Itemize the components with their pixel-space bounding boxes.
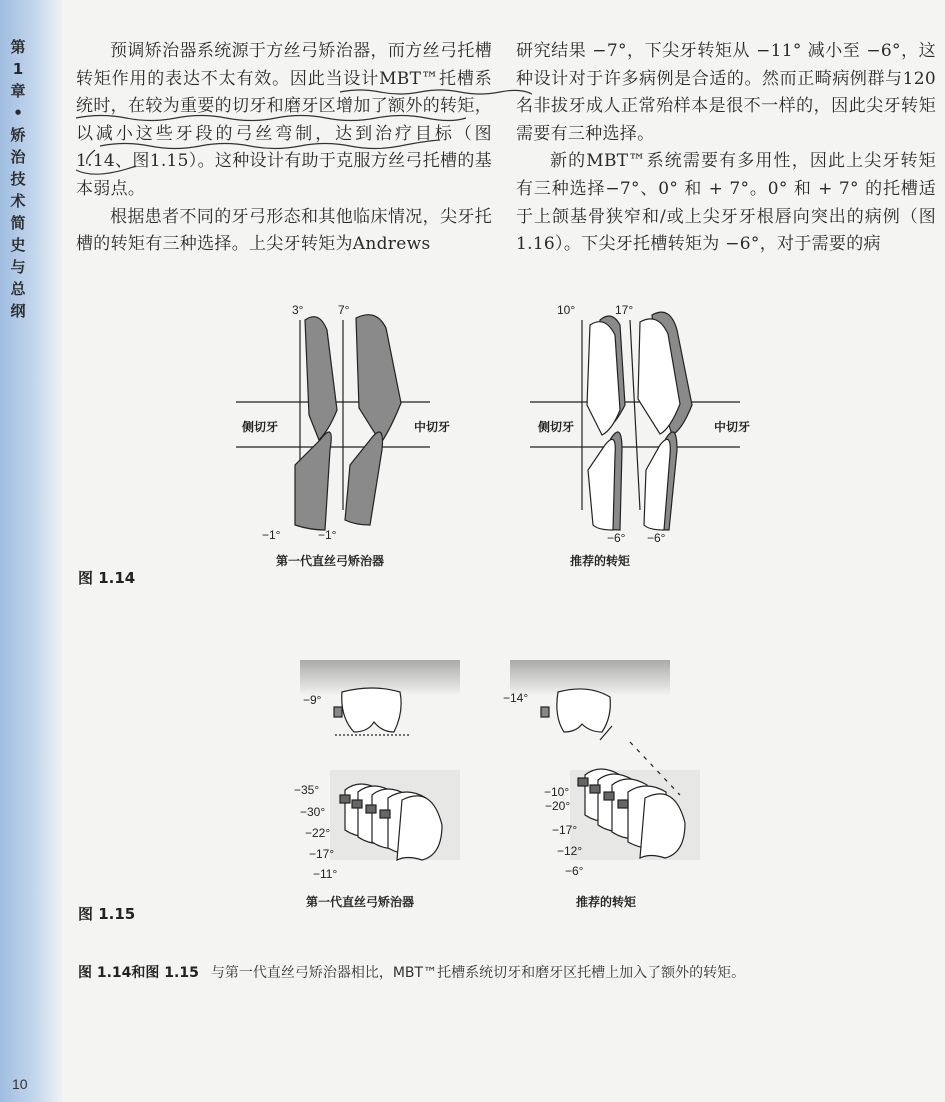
paragraph: 预调矫治器系统源于方丝弓矫治器，而方丝弓托槽转矩作用的表达不太有效。因此当设计MBT™托槽系统时，在较为重要的切牙和磨牙区增加了额外的转矩，以减小这些牙段的弓丝弯制，达到治疗目标（图1.14、图1.15）。这种设计有助于克服方丝弓托槽的基本弱点。 [76,41,492,199]
figure-subcaption: 推荐的转矩 [576,895,637,909]
angle-label: −20° [545,799,571,813]
caption-text: 与第一代直丝弓矫治器相比，MBT™托槽系统切牙和磨牙区托槽上加入了额外的转矩。 [210,965,746,981]
central-incisor-label: 中切牙 [714,420,751,434]
angle-label: 7° [338,303,350,317]
angle-label: −10° [544,785,570,799]
page-number: 10 [12,1076,28,1092]
paragraph: 研究结果 −7°，下尖牙转矩从 −11° 减小至 −6°，这种设计对于许多病例是合适的。然而正畸病例群与120名非拔牙成人正常殆样本是很不一样的，因此尖牙转矩需要有三种选择。 [516,41,936,144]
angle-label: −11° [313,867,338,881]
angle-label: 10° [557,303,576,317]
lateral-incisor-label: 侧切牙 [538,420,575,434]
angle-label: −12° [557,844,583,858]
angle-label: −17° [552,823,578,837]
figure-caption [78,962,745,982]
angle-label: −6° [647,531,666,545]
paragraph: 根据患者不同的牙弓形态和其他临床情况，尖牙托槽的转矩有三种选择。上尖牙转矩为Andrews [76,206,492,255]
angle-label: −6° [565,864,584,878]
angle-label: 17° [615,303,634,317]
angle-label: −6° [607,531,626,545]
figure-subcaption: 第一代直丝弓矫治器 [276,554,385,568]
caption-label: 图 1.14和图 1.15 [78,965,199,981]
figure-label: 图 1.15 [78,905,136,923]
figure-subcaption: 推荐的转矩 [570,554,631,568]
figure-label: 图 1.14 [78,569,136,587]
angle-label: −14° [503,691,529,705]
central-incisor-label: 中切牙 [414,420,451,434]
angle-label: −1° [318,528,337,542]
figure-subcaption: 第一代直丝弓矫治器 [306,895,415,909]
angle-label: −9° [303,693,322,707]
angle-label: −35° [294,783,320,797]
chapter-title: 第1章•矫治技术简史与总纲 [10,38,26,320]
paragraph: 新的MBT™系统需要有多用性，因此上尖牙转矩有三种选择−7°、0° 和 + 7°。0° 和 + 7° 的托槽适于上颌基骨狭窄和/或上尖牙牙根唇向突出的病例（图 1.16）。下尖牙托槽转矩为 −6°，对于需要的病 [516,151,936,255]
angle-label: −1° [262,528,281,542]
angle-label: −17° [309,847,335,861]
angle-label: 3° [292,303,304,317]
angle-label: −22° [305,826,331,840]
lateral-incisor-label: 侧切牙 [242,420,279,434]
angle-label: −30° [300,805,326,819]
